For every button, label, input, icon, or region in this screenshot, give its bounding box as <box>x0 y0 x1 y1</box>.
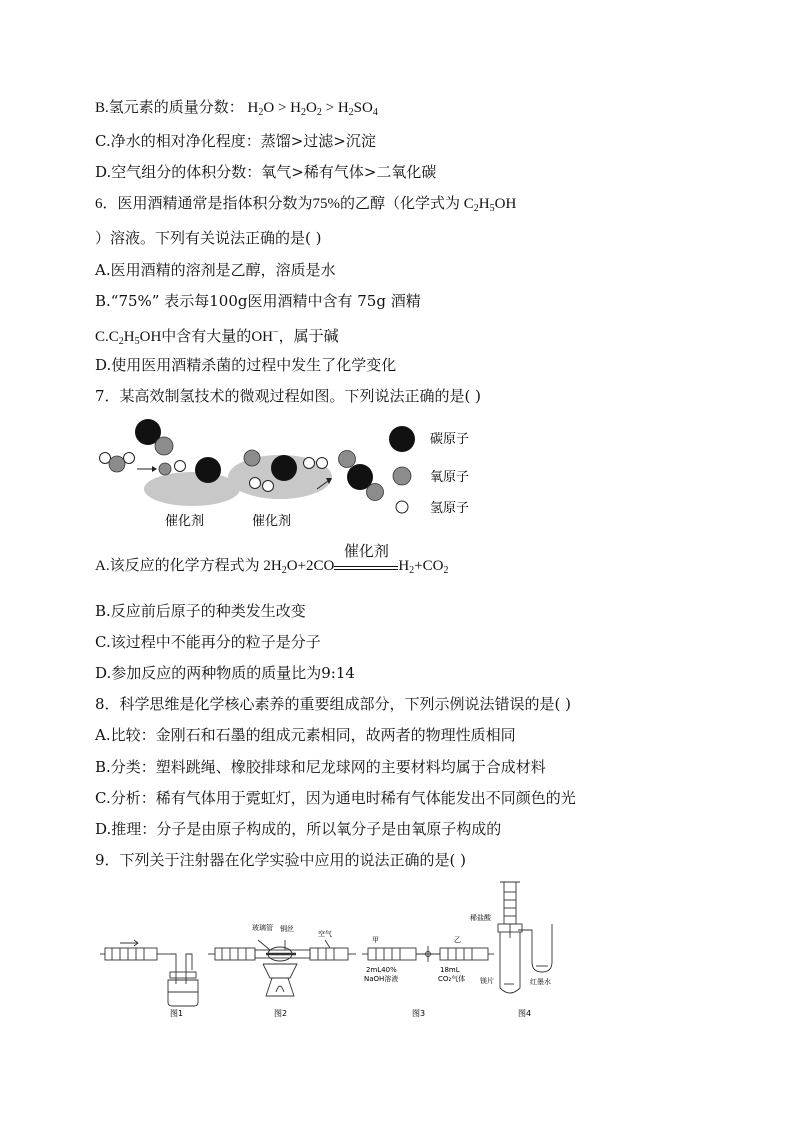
formula-h2so4: $H_2SO_4$ <box>337 100 378 118</box>
fig3-jia-label: 甲 <box>372 936 379 944</box>
reaction-condition: 催化剂 <box>334 558 398 570</box>
oxygen-atom <box>159 463 171 475</box>
q6-option-c: $C.C_2H_5OH$中含有大量的OH−，属于碱 <box>95 327 339 347</box>
legend-oxygen-label: 氧原子 <box>430 470 470 485</box>
fig3-yi-label: 乙 <box>454 936 461 944</box>
q7-option-b: B.反应前后原子的种类发生改变 <box>95 602 306 620</box>
formula-h2o: $H_2O$ <box>247 100 275 118</box>
fig4-test-tube-u-tube <box>498 882 552 993</box>
fig3-two-syringes <box>362 946 494 962</box>
q7-option-a: A.该反应的化学方程式为 $2H_2O+2CO$ 催化剂 $H_2+CO_2$ <box>95 544 449 576</box>
hydrogen-atom <box>304 458 315 469</box>
q6-stem-line1: 6．医用酒精通常是指体积分数为75%的乙醇（化学式为 $C_2H_5OH$ <box>95 196 517 214</box>
fig2-copper-tube <box>208 940 356 996</box>
oxygen-atom <box>244 450 260 466</box>
fig3-left-label-1: 2mL40% <box>366 966 397 974</box>
q6-option-b: B.“75%” 表示每100g医用酒精中含有 75g 酒精 <box>95 292 421 310</box>
hydrogen-atom <box>250 478 261 489</box>
fig3-right-label-2: CO₂气体 <box>438 975 466 983</box>
q5-option-d: D.空气组分的体积分数：氧气>稀有气体>二氧化碳 <box>95 163 437 181</box>
hydrogen-atom <box>263 481 274 492</box>
q5-option-b-label: B.氢元素的质量分数： <box>95 100 244 116</box>
q8-option-a: A.比较：金刚石和石墨的组成元素相同，故两者的物理性质相同 <box>95 726 516 744</box>
fig4-caption: 图4 <box>518 1009 532 1018</box>
q7-option-d: D.参加反应的两种物质的质量比为9:14 <box>95 664 355 682</box>
carbon-atom <box>195 457 221 483</box>
catalyst-label-2: 催化剂 <box>252 514 292 529</box>
oxygen-atom <box>367 484 384 501</box>
legend-carbon-label: 碳原子 <box>430 432 470 447</box>
legend-oxygen-icon <box>393 467 411 485</box>
fig2-copper-label: 铜丝 <box>280 925 294 933</box>
q7-option-c: C.该过程中不能再分的粒子是分子 <box>95 633 321 651</box>
q7-reaction-diagram <box>92 414 492 532</box>
fig3-right-label-1: 18mL <box>440 966 460 974</box>
fig4-acid-label: 稀盐酸 <box>470 914 491 922</box>
formula-c2h5oh: $C_2H_5OH$ <box>108 329 162 347</box>
oxygen-atom <box>155 437 173 455</box>
catalyst-label-1: 催化剂 <box>165 514 205 529</box>
arrow-head <box>152 466 157 472</box>
catalyst-surface-1 <box>144 472 240 506</box>
q5-option-b: B.氢元素的质量分数： $H_2O > H_2O_2 > H_2SO_4$ <box>95 100 378 118</box>
carbon-atom <box>271 455 297 481</box>
formula-oh-ion: OH− <box>251 327 279 345</box>
q5-option-c: C.净水的相对净化程度：蒸馏>过滤>沉淀 <box>95 132 376 150</box>
fig2-caption: 图2 <box>274 1009 288 1018</box>
fig4-ink-label: 红墨水 <box>530 978 551 986</box>
q8-stem: 8．科学思维是化学核心素养的重要组成部分，下列示例说法错误的是( ) <box>95 695 572 713</box>
fig4-mg-label: 镁片 <box>480 977 494 985</box>
fig3-caption: 图3 <box>412 1009 426 1018</box>
fig1-caption: 图1 <box>170 1009 184 1018</box>
hydrogen-atom <box>317 458 328 469</box>
q7-stem: 7．某高效制氢技术的微观过程如图。下列说法正确的是( ) <box>95 387 482 405</box>
q9-stem: 9．下列关于注射器在化学实验中应用的说法正确的是( ) <box>95 851 467 869</box>
fig3-left-label-2: NaOH溶液 <box>364 975 399 983</box>
q6-stem-line2: ）溶液。下列有关说法正确的是( ) <box>95 229 322 247</box>
hydrogen-atom <box>175 461 186 472</box>
q8-option-b: B.分类：塑料跳绳、橡胶排球和尼龙球网的主要材料均属于合成材料 <box>95 758 546 776</box>
fig2-glass-label: 玻璃管 <box>252 924 273 932</box>
legend-hydrogen-label: 氢原子 <box>430 501 470 516</box>
fig1-syringe-bottle <box>100 940 198 1006</box>
q8-option-c: C.分析：稀有气体用于霓虹灯，因为通电时稀有气体能发出不同颜色的光 <box>95 789 576 807</box>
oxygen-atom <box>339 451 356 468</box>
hydrogen-atom <box>124 453 135 464</box>
q6-option-d: D.使用医用酒精杀菌的过程中发生了化学变化 <box>95 356 397 374</box>
oxygen-atom <box>109 456 125 472</box>
equation: $2H_2O+2CO$ 催化剂 $H_2+CO_2$ <box>263 544 449 576</box>
q8-option-d: D.推理：分子是由原子构成的，所以氧分子是由氧原子构成的 <box>95 820 502 838</box>
formula-c2h5oh: $C_2H_5OH$ <box>463 196 517 214</box>
fig2-air-label: 空气 <box>318 930 332 938</box>
q9-apparatus-figures <box>100 880 570 1020</box>
hydrogen-atom <box>100 453 111 464</box>
legend-hydrogen-icon <box>396 501 408 513</box>
legend-carbon-icon <box>389 426 415 452</box>
formula-h2o2: $H_2O_2$ <box>290 100 322 118</box>
q6-option-a: A.医用酒精的溶剂是乙醇，溶质是水 <box>95 261 336 279</box>
